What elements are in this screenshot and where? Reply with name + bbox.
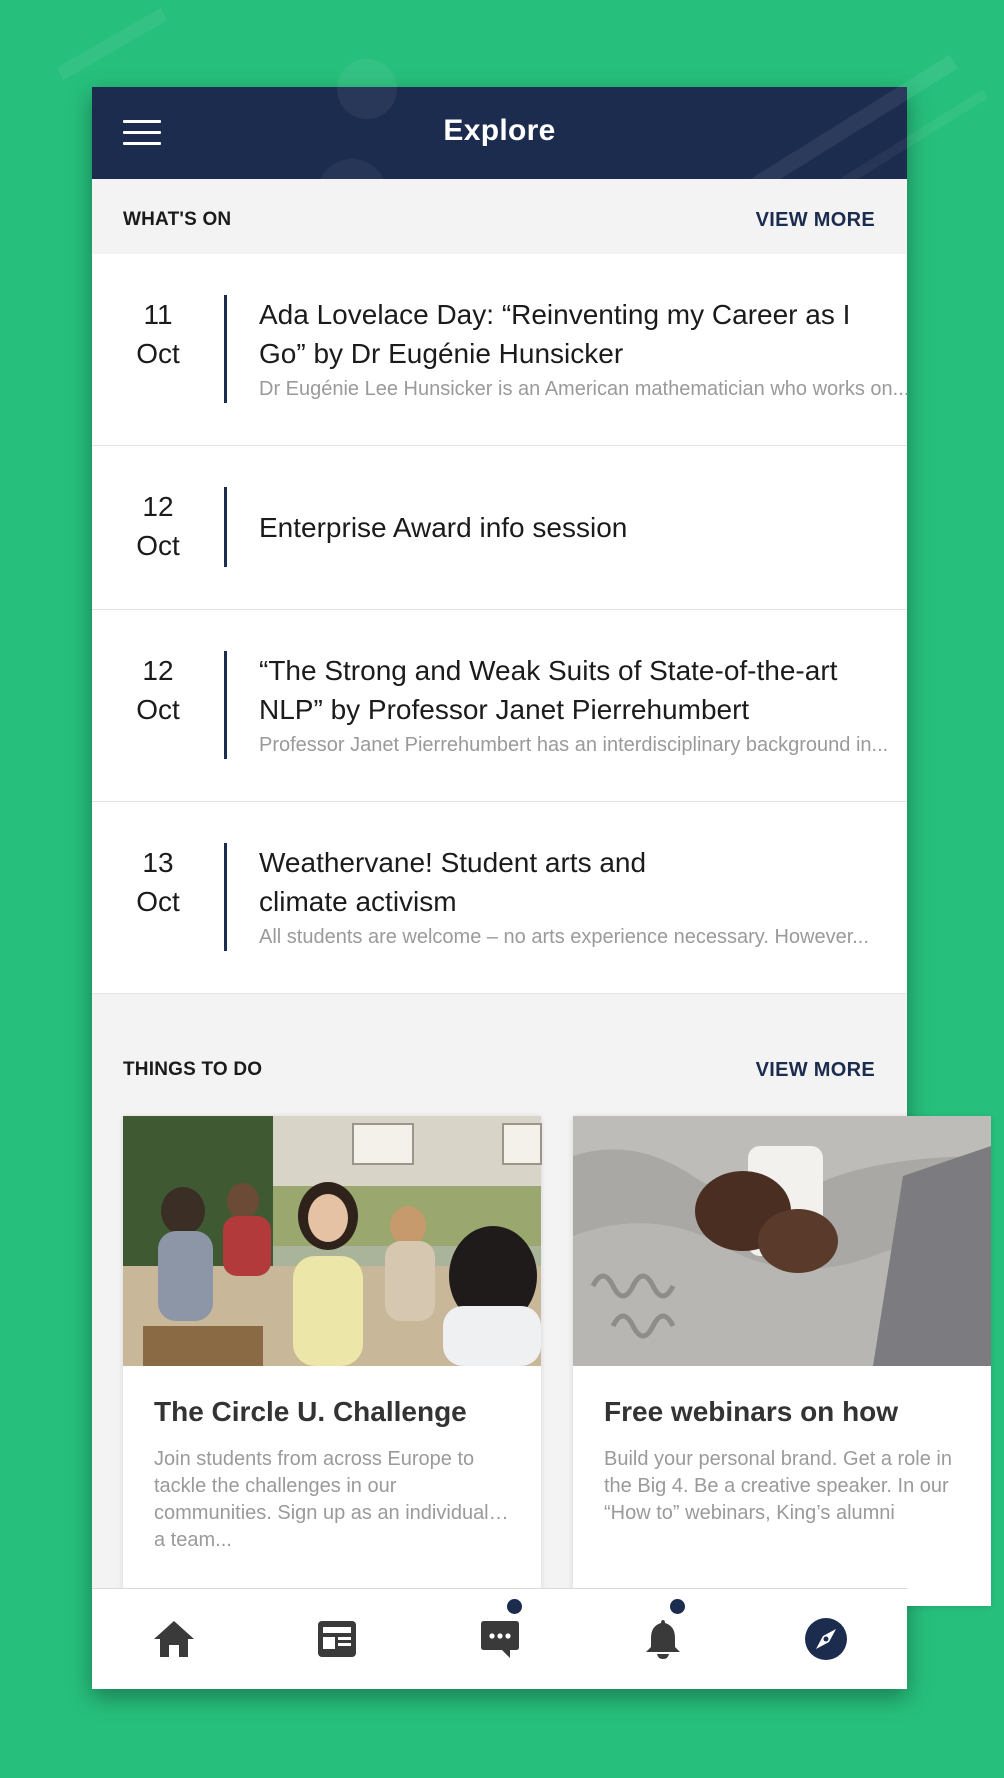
event-divider	[224, 487, 227, 567]
event-day: 12	[142, 491, 174, 522]
event-divider	[224, 295, 227, 403]
knit-sweater-mug-photo	[573, 1116, 991, 1366]
event-divider	[224, 843, 227, 951]
event-item[interactable]	[92, 610, 907, 802]
card-title: The Circle U. Challenge	[154, 1396, 467, 1427]
bell-icon	[644, 1618, 682, 1660]
event-description: Dr Eugénie Lee Hunsicker is an American mathematician who works on...	[259, 378, 910, 400]
whats-on-header	[92, 200, 907, 240]
event-day: 11	[143, 299, 173, 330]
event-item[interactable]	[92, 446, 907, 610]
tab-messages[interactable]	[418, 1589, 581, 1690]
event-date	[92, 651, 224, 729]
notification-badge	[670, 1599, 685, 1614]
notification-badge	[507, 1599, 522, 1614]
event-date	[92, 843, 224, 921]
activity-card[interactable]	[123, 1116, 541, 1606]
compass-icon	[804, 1617, 848, 1661]
things-to-do-view-more-button[interactable]: VIEW MORE	[755, 1058, 875, 1081]
chat-icon	[480, 1619, 520, 1659]
event-month: Oct	[136, 338, 180, 369]
tab-home[interactable]	[92, 1589, 255, 1690]
event-title: Enterprise Award info session	[259, 512, 628, 543]
tab-explore[interactable]	[744, 1589, 907, 1690]
event-description: All students are welcome – no arts experience necessary. However...	[259, 926, 869, 948]
event-month: Oct	[136, 530, 180, 561]
event-day: 12	[142, 655, 174, 686]
tab-news[interactable]	[255, 1589, 418, 1690]
event-item[interactable]	[92, 802, 907, 994]
event-date	[92, 295, 224, 373]
event-day: 13	[142, 847, 174, 878]
event-title: Ada Lovelace Day: “Reinventing my Career as I Go” by Dr Eugénie Hunsicker	[259, 299, 851, 369]
events-list	[92, 254, 910, 994]
event-item[interactable]	[92, 254, 910, 446]
card-title: Free webinars on how	[604, 1396, 899, 1427]
activity-card[interactable]	[573, 1116, 991, 1606]
header-decoration	[337, 59, 397, 119]
header-decoration	[57, 8, 168, 80]
bottom-tab-bar	[92, 1588, 907, 1689]
things-to-do-label: THINGS TO DO	[123, 1059, 263, 1080]
page-title: Explore	[443, 114, 556, 147]
event-month: Oct	[136, 694, 180, 725]
home-icon	[152, 1619, 196, 1659]
whats-on-label: WHAT'S ON	[123, 209, 232, 230]
event-date	[92, 487, 224, 565]
students-outdoors-photo	[123, 1116, 541, 1366]
event-title: “The Strong and Weak Suits of State-of-the-art NLP” by Professor Janet Pierrehumbert	[259, 655, 838, 725]
event-divider	[224, 651, 227, 759]
top-app-bar	[92, 87, 907, 179]
things-to-do-header	[92, 1050, 907, 1090]
tab-notifications[interactable]	[581, 1589, 744, 1690]
event-title: Weathervane! Student arts and climate activism	[259, 847, 647, 917]
whats-on-view-more-button[interactable]: VIEW MORE	[755, 208, 875, 231]
card-description: Build your personal brand. Get a role in the Big 4. Be a creative speaker. In our “How to” webinars, King’s alumni	[604, 1448, 952, 1524]
app-screen	[92, 87, 952, 1689]
card-description: Join students from across Europe to tackle the challenges in our communities. Sign up as an individual or a team...	[154, 1448, 512, 1551]
event-description: Professor Janet Pierrehumbert has an interdisciplinary background in...	[259, 734, 889, 756]
newspaper-icon	[317, 1620, 357, 1658]
event-month: Oct	[136, 886, 180, 917]
